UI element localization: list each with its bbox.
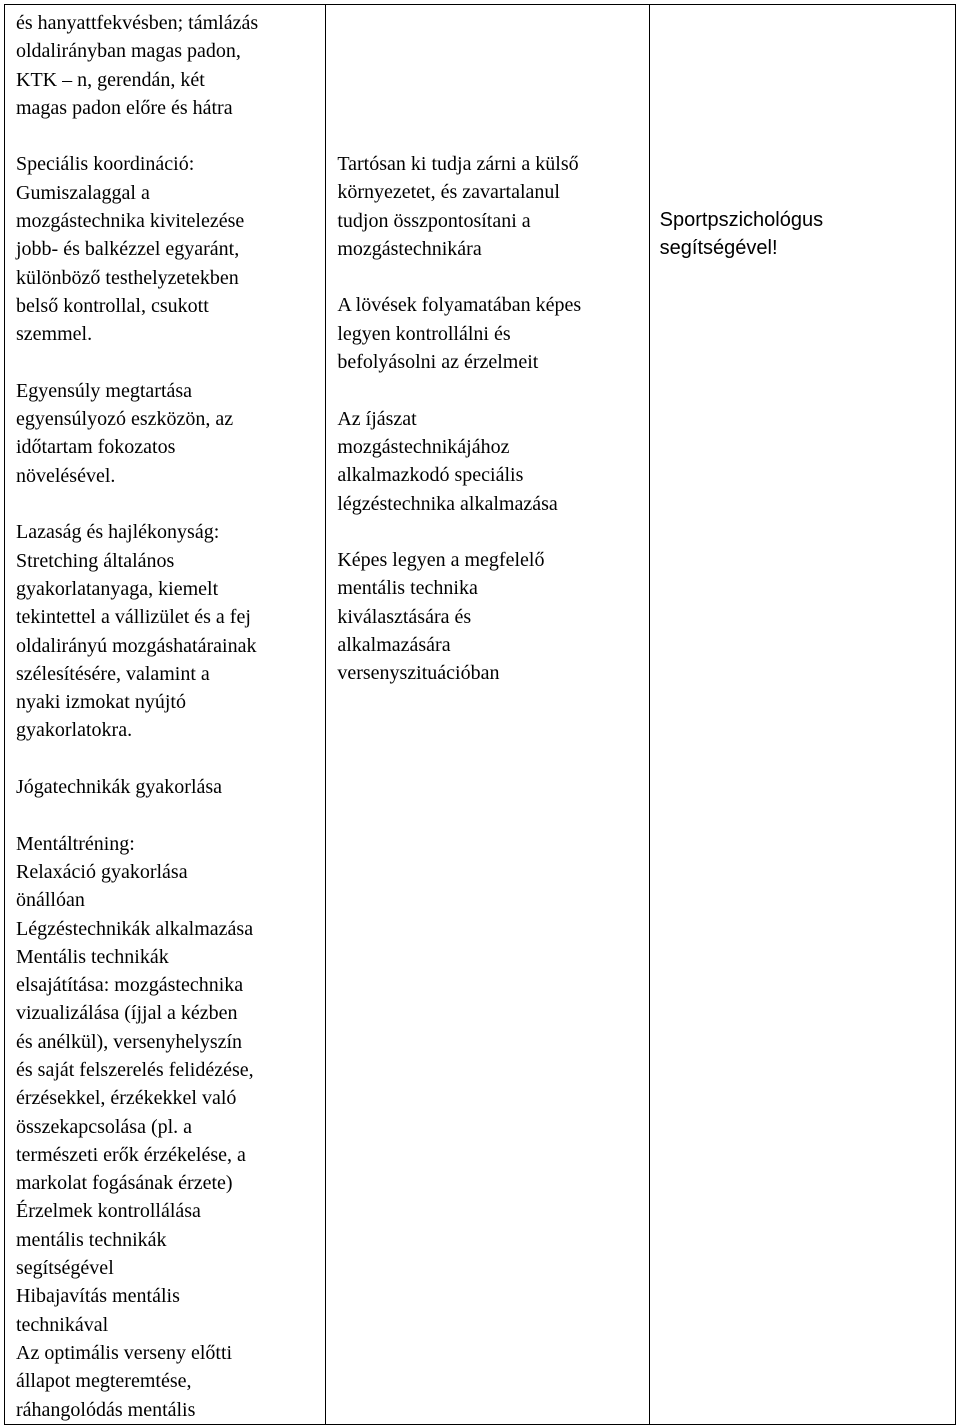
training-content bbox=[5, 5, 325, 1424]
paragraph-balance: Egyensúly megtartása egyensúlyozó eszközön, az időtartam fokozatos növelésével. bbox=[16, 379, 234, 487]
notes-cell bbox=[649, 5, 955, 1425]
paragraph-special-coordination: Speciális koordináció: Gumiszalaggal a mozgástechnika kivitelezése jobb- és balkézzel egyaránt, különböző testhelyzetekben belső kontrollal, csukott szemmel. bbox=[16, 153, 245, 346]
paragraph-flexibility: Lazaság és hajlékonyság: Stretching általános gyakorlatanyaga, kiemelt tekintettel a vállizület és a fej oldalirányú mozgáshatárainak szélesítésére, valamint a nyaki izmokat nyújtó gyakorlatokra. bbox=[16, 521, 257, 742]
paragraph-breathing: Az íjászat mozgástechnikájához alkalmazkodó speciális légzéstechnika alkalmazása bbox=[337, 407, 558, 515]
paragraph-supine-exercises: és hanyattfekvésben; támlázás oldalirányban magas padon, KTK – n, gerendán, két magas padon előre és hátra bbox=[16, 12, 259, 119]
requirements-content bbox=[326, 5, 648, 688]
requirements-cell bbox=[326, 5, 649, 1425]
notes-content bbox=[650, 5, 955, 263]
paragraph-mental-technique: Képes legyen a megfelelő mentális technika kiválasztására és alkalmazására versenyszituációban bbox=[337, 549, 545, 685]
paragraph-emotion-control: A lövések folyamatában képes legyen kontrollálni és befolyásolni az érzelmeit bbox=[337, 294, 582, 374]
document-table bbox=[4, 4, 956, 1425]
paragraph-sport-psychologist: Sportpszichológus segítségével! bbox=[659, 209, 824, 260]
paragraph-yoga: Jógatechnikák gyakorlása bbox=[16, 776, 223, 799]
paragraph-focus: Tartósan ki tudja zárni a külső környezetet, és zavartalanul tudjon összpontosítani a mozgástechnikára bbox=[337, 153, 579, 260]
training-content-cell bbox=[5, 5, 326, 1425]
paragraph-mental-training: Mentáltréning: Relaxáció gyakorlása önállóan Légzéstechnikák alkalmazása Mentális technikák elsajátítása: mozgástechnika vizualizálása (íjjal a kézben és anélkül), versenyhelyszín és saját felszerelés felidézése, érzésekkel, érzékekkel való összekapcsolása (pl. a természeti erők érzékelése, a markolat fogásának érzete) Érzelmek kontrollálása mentális technikák segítségével Hibajavítás mentális technikával Az optimális verseny előtti állapot megteremtése, ráhangolódás mentális bbox=[16, 832, 254, 1421]
table-row bbox=[5, 5, 956, 1425]
